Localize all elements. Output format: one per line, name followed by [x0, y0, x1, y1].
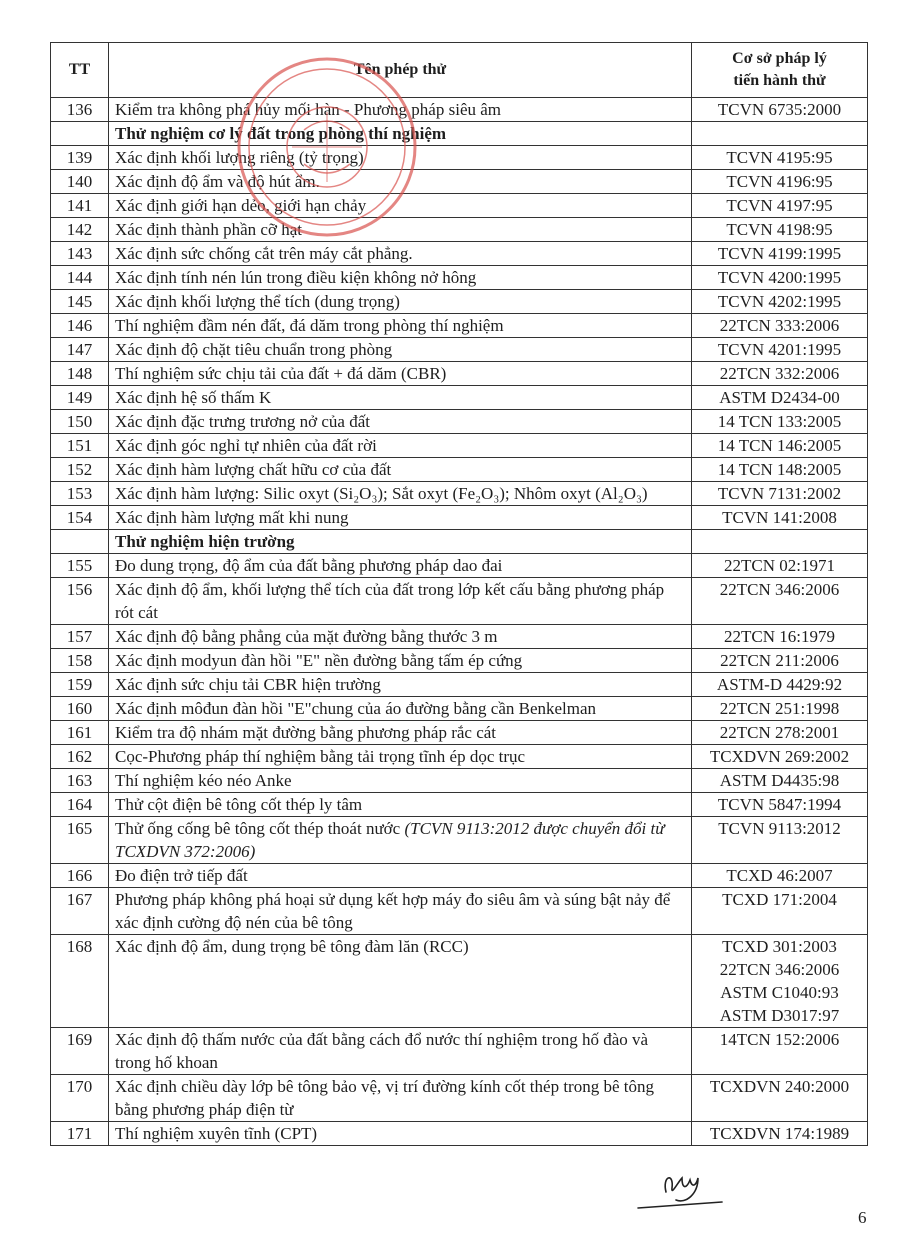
standard-code: TCVN 9113:2012 [718, 819, 841, 838]
standard-code: 22TCN 346:2006 [719, 960, 840, 979]
row-number: 164 [51, 793, 109, 817]
row-number: 161 [51, 721, 109, 745]
test-name-text: Xác định đặc trưng trương nở của đất [115, 412, 370, 431]
header-legal-basis-line1: Cơ sở pháp lý [732, 50, 827, 67]
row-number: 170 [51, 1075, 109, 1122]
row-number: 167 [51, 888, 109, 935]
row-number: 154 [51, 506, 109, 530]
table-row [51, 1122, 868, 1146]
table-row [51, 506, 868, 530]
standard-code: TCVN 4195:95 [726, 148, 833, 167]
test-name-text: Xác định modyun đàn hồi "E" nền đường bằng tấm ép cứng [115, 651, 523, 670]
standard-code: TCVN 4200:1995 [717, 268, 842, 287]
legal-basis [692, 410, 868, 434]
row-number: 149 [51, 386, 109, 410]
table-row [51, 697, 868, 721]
test-name [109, 362, 692, 386]
legal-basis [692, 290, 868, 314]
legal-basis [692, 530, 868, 554]
table-row [51, 554, 868, 578]
test-name [109, 266, 692, 290]
test-name [109, 242, 692, 266]
table-body [51, 98, 868, 1146]
signature-mark [636, 1164, 726, 1212]
legal-basis [692, 864, 868, 888]
test-name [109, 194, 692, 218]
table-row [51, 290, 868, 314]
legal-basis [692, 649, 868, 673]
test-name-text: Xác định hệ số thấm K [115, 388, 272, 407]
row-number: 150 [51, 410, 109, 434]
table-row [51, 386, 868, 410]
row-number: 153 [51, 482, 109, 506]
standard-code: 22TCN 332:2006 [719, 364, 840, 383]
standard-code: TCVN 4201:1995 [717, 340, 842, 359]
table-row [51, 673, 868, 697]
legal-basis [692, 434, 868, 458]
test-name-text: Xác định chiều dày lớp bê tông bảo vệ, vị trí đường kính cốt thép trong bê tông bằng phương pháp điện từ [115, 1077, 654, 1119]
standard-code: ASTM D2434-00 [719, 388, 840, 407]
standard-code: TCXD 46:2007 [726, 866, 833, 885]
standard-code: ASTM-D 4429:92 [716, 675, 843, 694]
legal-basis [692, 482, 868, 506]
row-number: 156 [51, 578, 109, 625]
table-row [51, 458, 868, 482]
standard-code: TCVN 141:2008 [722, 508, 837, 527]
test-name [109, 649, 692, 673]
standard-code: 14 TCN 148:2005 [717, 460, 842, 479]
row-number: 136 [51, 98, 109, 122]
test-name-text: Thí nghiệm xuyên tĩnh (CPT) [115, 1124, 318, 1143]
row-number: 169 [51, 1028, 109, 1075]
table-row [51, 482, 868, 506]
row-number: 168 [51, 935, 109, 1028]
table-row [51, 362, 868, 386]
test-name-text: Thử ống cống bê tông cốt thép thoát nước [115, 819, 405, 838]
standard-code: TCXDVN 240:2000 [709, 1077, 850, 1096]
standard-code: 22TCN 02:1971 [724, 556, 835, 575]
legal-basis [692, 625, 868, 649]
legal-basis [692, 170, 868, 194]
test-name-text: Xác định độ ẩm, khối lượng thể tích của đất trong lớp kết cấu bằng phương pháp rót cát [115, 580, 665, 622]
test-name-text: Xác định tính nén lún trong điều kiện không nở hông [115, 268, 477, 287]
row-number: 155 [51, 554, 109, 578]
standard-code: ASTM D3017:97 [719, 1006, 840, 1025]
row-number: 166 [51, 864, 109, 888]
row-number: 147 [51, 338, 109, 362]
section-row [51, 530, 868, 554]
legal-basis [692, 697, 868, 721]
test-name [109, 935, 692, 1028]
section-row [51, 122, 868, 146]
test-name-text: Thử nghiệm cơ lý đất trong phòng thí nghiệm [115, 124, 447, 143]
standard-code: TCXD 171:2004 [722, 890, 837, 909]
row-number: 145 [51, 290, 109, 314]
legal-basis [692, 578, 868, 625]
test-name-text: Xác định độ ẩm và độ hút ẩm. [115, 172, 320, 191]
table-row [51, 793, 868, 817]
legal-basis [692, 554, 868, 578]
standard-code: TCVN 5847:1994 [717, 795, 842, 814]
legal-basis [692, 888, 868, 935]
standard-code: TCVN 4199:1995 [717, 244, 842, 263]
standard-code: ASTM D4435:98 [719, 771, 840, 790]
table-row [51, 745, 868, 769]
row-number [51, 122, 109, 146]
legal-basis [692, 218, 868, 242]
standard-code: 14 TCN 133:2005 [717, 412, 842, 431]
header-test-name: Tên phép thử [109, 43, 692, 98]
standard-code: TCXDVN 174:1989 [709, 1124, 850, 1143]
table-row [51, 649, 868, 673]
test-name [109, 338, 692, 362]
table-header-row [51, 43, 868, 98]
test-name-text: Xác định hàm lượng: Silic oxyt (Si₂O₃); Sắt oxyt (Fe₂O₃); Nhôm oxyt (Al₂O₃) [115, 484, 648, 503]
test-name [109, 673, 692, 697]
test-name [109, 146, 692, 170]
header-legal-basis-line2: tiến hành thử [733, 72, 826, 89]
table-row [51, 1075, 868, 1122]
table-row [51, 817, 868, 864]
legal-basis [692, 506, 868, 530]
table-row [51, 888, 868, 935]
standard-code: TCVN 4197:95 [726, 196, 833, 215]
test-name [109, 554, 692, 578]
test-name [109, 290, 692, 314]
test-name [109, 506, 692, 530]
test-name [109, 386, 692, 410]
test-name [109, 745, 692, 769]
table-row [51, 218, 868, 242]
row-number: 148 [51, 362, 109, 386]
test-name-text: Xác định hàm lượng chất hữu cơ của đất [115, 460, 392, 479]
row-number: 159 [51, 673, 109, 697]
row-number: 139 [51, 146, 109, 170]
test-name-text: Xác định giới hạn dẻo, giới hạn chảy [115, 196, 367, 215]
standard-code: 22TCN 333:2006 [719, 316, 840, 335]
legal-basis [692, 194, 868, 218]
page-number: 6 [858, 1208, 867, 1227]
legal-basis [692, 935, 868, 1028]
section-title [109, 530, 692, 554]
table-row [51, 1028, 868, 1075]
standard-code: 22TCN 211:2006 [720, 651, 839, 670]
legal-basis [692, 769, 868, 793]
section-title [109, 122, 692, 146]
row-number: 143 [51, 242, 109, 266]
test-name-text: Kiểm tra không phá hủy mối hàn - Phương pháp siêu âm [115, 100, 502, 119]
legal-basis [692, 386, 868, 410]
row-number: 140 [51, 170, 109, 194]
standard-code: 22TCN 251:1998 [719, 699, 840, 718]
header-legal-basis [692, 43, 868, 98]
test-name-text: Phương pháp không phá hoại sử dụng kết hợp máy đo siêu âm và súng bật nảy để xác định cường độ nén của bê tông [115, 890, 671, 932]
legal-basis [692, 314, 868, 338]
table-row [51, 314, 868, 338]
test-name-text: Kiểm tra độ nhám mặt đường bằng phương pháp rắc cát [115, 723, 497, 742]
legal-basis [692, 1122, 868, 1146]
standard-code: TCVN 4202:1995 [717, 292, 842, 311]
legal-basis [692, 266, 868, 290]
test-name-text: Xác định độ chặt tiêu chuẩn trong phòng [115, 340, 393, 359]
table-row [51, 98, 868, 122]
test-name-text: Thử nghiệm hiện trường [115, 532, 295, 551]
standard-code: ASTM C1040:93 [720, 983, 839, 1002]
row-number: 144 [51, 266, 109, 290]
table-row [51, 410, 868, 434]
table-row [51, 769, 868, 793]
test-name-text: Xác định hàm lượng mất khi nung [115, 508, 349, 527]
table-row [51, 266, 868, 290]
test-name-text: Thí nghiệm kéo néo Anke [115, 771, 292, 790]
test-name [109, 697, 692, 721]
standard-code: TCVN 6735:2000 [717, 100, 842, 119]
test-name [109, 98, 692, 122]
table-row [51, 170, 868, 194]
standard-code: TCXD 301:2003 [722, 937, 837, 956]
standard-code: 22TCN 346:2006 [719, 580, 840, 599]
standard-code: 14 TCN 146:2005 [717, 436, 842, 455]
test-name-text: Xác định khối lượng thể tích (dung trọng) [115, 292, 400, 311]
standard-code: 22TCN 16:1979 [724, 627, 835, 646]
test-name-text: Xác định góc nghỉ tự nhiên của đất rời [115, 436, 377, 455]
test-name [109, 218, 692, 242]
standard-code: 14TCN 152:2006 [719, 1030, 840, 1049]
row-number: 157 [51, 625, 109, 649]
legal-basis [692, 817, 868, 864]
row-number: 142 [51, 218, 109, 242]
test-name-text: Xác định môđun đàn hồi "E"chung của áo đường bằng cần Benkelman [115, 699, 597, 718]
test-name [109, 793, 692, 817]
table-row [51, 864, 868, 888]
row-number: 141 [51, 194, 109, 218]
test-name-text: Xác định độ ẩm, dung trọng bê tông đàm lăn (RCC) [115, 937, 469, 956]
legal-basis [692, 338, 868, 362]
table-row [51, 578, 868, 625]
test-name-text: Xác định thành phần cỡ hạt [115, 220, 302, 239]
test-name [109, 1075, 692, 1122]
test-name [109, 625, 692, 649]
test-name [109, 817, 692, 864]
table-row [51, 194, 868, 218]
row-number: 158 [51, 649, 109, 673]
test-name [109, 170, 692, 194]
test-name-text: Xác định độ thấm nước của đất bằng cách đổ nước thí nghiệm trong hố đào và trong hố khoan [115, 1030, 649, 1072]
test-name-text: Cọc-Phương pháp thí nghiệm bằng tải trọng tĩnh ép dọc trục [115, 747, 526, 766]
row-number: 160 [51, 697, 109, 721]
legal-basis [692, 1075, 868, 1122]
standard-code: 22TCN 278:2001 [719, 723, 840, 742]
test-name-text: Xác định sức chống cắt trên máy cắt phẳng. [115, 244, 413, 263]
row-number: 146 [51, 314, 109, 338]
legal-basis [692, 1028, 868, 1075]
test-methods-table [50, 42, 868, 1146]
standard-code: TCVN 7131:2002 [717, 484, 842, 503]
table-row [51, 146, 868, 170]
test-name [109, 578, 692, 625]
test-name [109, 864, 692, 888]
row-number [51, 530, 109, 554]
legal-basis [692, 458, 868, 482]
test-name [109, 434, 692, 458]
test-name [109, 482, 692, 506]
legal-basis [692, 362, 868, 386]
header-tt: TT [51, 43, 109, 98]
table-row [51, 935, 868, 1028]
row-number: 162 [51, 745, 109, 769]
row-number: 163 [51, 769, 109, 793]
test-name-note: (TCVN 9113:2012 được chuyển đổi từ TCXDVN 372:2006) [115, 819, 665, 861]
legal-basis [692, 721, 868, 745]
table-row [51, 721, 868, 745]
test-name-text: Xác định độ bằng phẳng của mặt đường bằng thước 3 m [115, 627, 498, 646]
test-name-text: Thí nghiệm đầm nén đất, đá dăm trong phòng thí nghiệm [115, 316, 504, 335]
table-row [51, 625, 868, 649]
test-name [109, 888, 692, 935]
row-number: 152 [51, 458, 109, 482]
test-name [109, 721, 692, 745]
legal-basis [692, 146, 868, 170]
legal-basis [692, 242, 868, 266]
test-name [109, 1122, 692, 1146]
legal-basis [692, 673, 868, 697]
legal-basis [692, 745, 868, 769]
row-number: 171 [51, 1122, 109, 1146]
legal-basis [692, 793, 868, 817]
test-name-text: Xác định khối lượng riêng (tỷ trọng) [115, 148, 364, 167]
test-name [109, 1028, 692, 1075]
test-name-text: Đo dung trọng, độ ẩm của đất bằng phương pháp dao đai [115, 556, 503, 575]
test-name [109, 458, 692, 482]
legal-basis [692, 98, 868, 122]
standard-code: TCVN 4198:95 [726, 220, 833, 239]
test-name [109, 314, 692, 338]
test-name [109, 769, 692, 793]
row-number: 165 [51, 817, 109, 864]
test-name-text: Thử cột điện bê tông cốt thép ly tâm [115, 795, 363, 814]
test-name-text: Xác định sức chịu tải CBR hiện trường [115, 675, 381, 694]
table-row [51, 338, 868, 362]
legal-basis [692, 122, 868, 146]
table-row [51, 242, 868, 266]
test-name-text: Đo điện trở tiếp đất [115, 866, 248, 885]
standard-code: TCXDVN 269:2002 [709, 747, 850, 766]
table-row [51, 434, 868, 458]
row-number: 151 [51, 434, 109, 458]
standard-code: TCVN 4196:95 [726, 172, 833, 191]
test-name [109, 410, 692, 434]
test-name-text: Thí nghiệm sức chịu tải của đất + đá dăm (CBR) [115, 364, 447, 383]
